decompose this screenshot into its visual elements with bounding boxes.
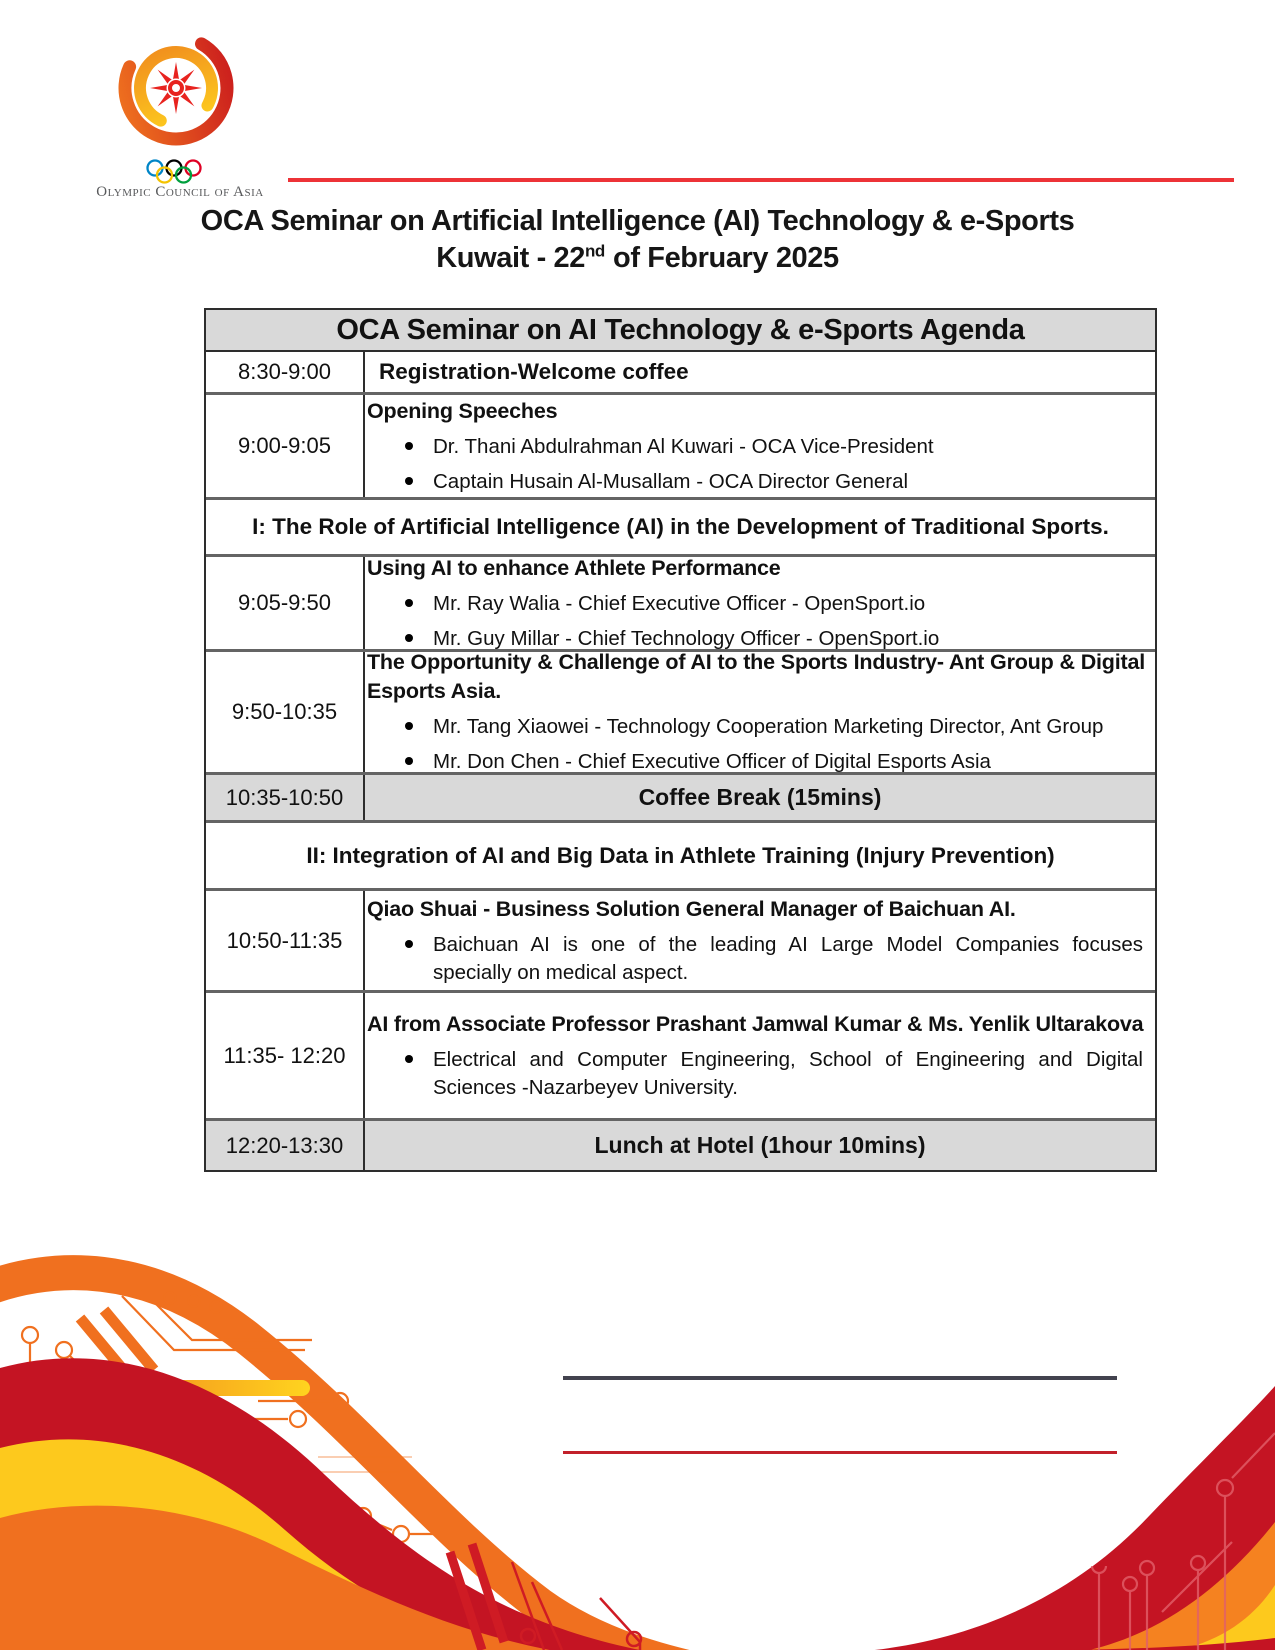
- bullet-item: [367, 433, 1145, 461]
- bullet-text: Mr. Don Chen - Chief Executive Officer of Digital Esports Asia: [433, 750, 991, 773]
- time-cell: 8:30-9:00: [206, 352, 365, 392]
- oca-logo: [86, 18, 276, 208]
- session-title: Registration-Welcome coffee: [379, 359, 689, 384]
- title-line-1: OCA Seminar on Artificial Intelligence (AI) Technology & e-Sports: [200, 205, 1075, 237]
- session-title: The Opportunity & Challenge of AI to the Sports Industry- Ant Group & Digital Esports Asia.: [367, 650, 1145, 703]
- title-line-2: Kuwait - 22nd of February 2025: [436, 241, 839, 274]
- bullet-dot-icon: [405, 599, 413, 607]
- lunch-row: [206, 1118, 1155, 1170]
- ordinal-superscript: nd: [584, 241, 605, 261]
- logo-sun: [150, 62, 202, 114]
- session-title: Qiao Shuai - Business Solution General Manager of Baichuan AI.: [367, 896, 1016, 921]
- agenda-row-athlete-performance: [206, 554, 1155, 649]
- time-cell: 9:00-9:05: [206, 395, 365, 497]
- bullet-dot-icon: [405, 477, 413, 485]
- break-title: Lunch at Hotel (1hour 10mins): [594, 1132, 926, 1158]
- break-title: Coffee Break (15mins): [638, 784, 882, 810]
- agenda-header-label: OCA Seminar on AI Technology & e-Sports Agenda: [336, 313, 1025, 346]
- session-title: AI from Associate Professor Prashant Jamwal Kumar & Ms. Yenlik Ultarakova: [367, 1011, 1144, 1036]
- agenda-row-ant-group: [206, 649, 1155, 772]
- session-cell: [365, 993, 1155, 1118]
- session-title: Using AI to enhance Athlete Performance: [367, 555, 781, 580]
- session-cell: [365, 891, 1155, 990]
- bullet-dot-icon: [405, 722, 413, 730]
- agenda-table: [204, 308, 1157, 1172]
- bullet-text: Mr. Tang Xiaowei - Technology Cooperation Marketing Director, Ant Group: [433, 715, 1104, 738]
- bullet-item: [367, 713, 1145, 741]
- bullet-dot-icon: [405, 757, 413, 765]
- session-cell: [365, 652, 1155, 772]
- bullet-text: Mr. Ray Walia - Chief Executive Officer - OpenSport.io: [433, 591, 926, 615]
- agenda-row-registration: [206, 350, 1155, 392]
- time-cell: 9:05-9:50: [206, 557, 365, 649]
- session-cell: [365, 395, 1155, 497]
- bullet-dot-icon: [405, 442, 413, 450]
- bullet-dot-icon: [405, 940, 413, 948]
- session-cell: [365, 557, 1155, 649]
- olympic-rings: [148, 161, 201, 183]
- bullet-item: [367, 931, 1145, 987]
- bullet-text: Baichuan AI is one of the leading AI Large Model Companies focuses specially on medical aspect.: [433, 932, 1143, 984]
- time-cell: 11:35- 12:20: [206, 993, 365, 1118]
- bullet-dot-icon: [405, 634, 413, 642]
- page-title: [0, 203, 1275, 277]
- bullet-dot-icon: [405, 1055, 413, 1063]
- agenda-header: [206, 310, 1155, 350]
- header-divider-line: [288, 178, 1234, 182]
- bullet-text: Electrical and Computer Engineering, School of Engineering and Digital Sciences -Nazarbeyev University.: [433, 1047, 1143, 1099]
- section-header-1: [206, 497, 1155, 554]
- coffee-break-row: [206, 772, 1155, 820]
- section-title: II: Integration of AI and Big Data in Athlete Training (Injury Prevention): [306, 842, 1055, 868]
- bullet-text: Mr. Guy Millar - Chief Technology Officer - OpenSport.io: [433, 626, 940, 650]
- session-title: Opening Speeches: [367, 398, 558, 423]
- time-cell: 10:35-10:50: [206, 775, 365, 820]
- agenda-row-opening: [206, 392, 1155, 497]
- bullet-item: [367, 590, 1145, 618]
- bullet-item: [367, 748, 1145, 776]
- time-cell: 12:20-13:30: [206, 1121, 365, 1170]
- time-cell: 10:50-11:35: [206, 891, 365, 990]
- bullet-text: Captain Husain Al-Musallam - OCA Director General: [433, 469, 909, 493]
- agenda-row-nazarbeyev: [206, 990, 1155, 1118]
- section-header-2: [206, 820, 1155, 888]
- bullet-item: [367, 1046, 1145, 1102]
- logo-caption: Olympic Council of Asia: [96, 184, 264, 200]
- section-title: I: The Role of Artificial Intelligence (AI) in the Development of Traditional Sports.: [252, 514, 1109, 539]
- bullet-text: Dr. Thani Abdulrahman Al Kuwari - OCA Vice-President: [433, 434, 934, 458]
- bullet-item: [367, 468, 1145, 496]
- agenda-row-baichuan: [206, 888, 1155, 990]
- time-cell: 9:50-10:35: [206, 652, 365, 772]
- footer-art: [0, 1180, 1275, 1650]
